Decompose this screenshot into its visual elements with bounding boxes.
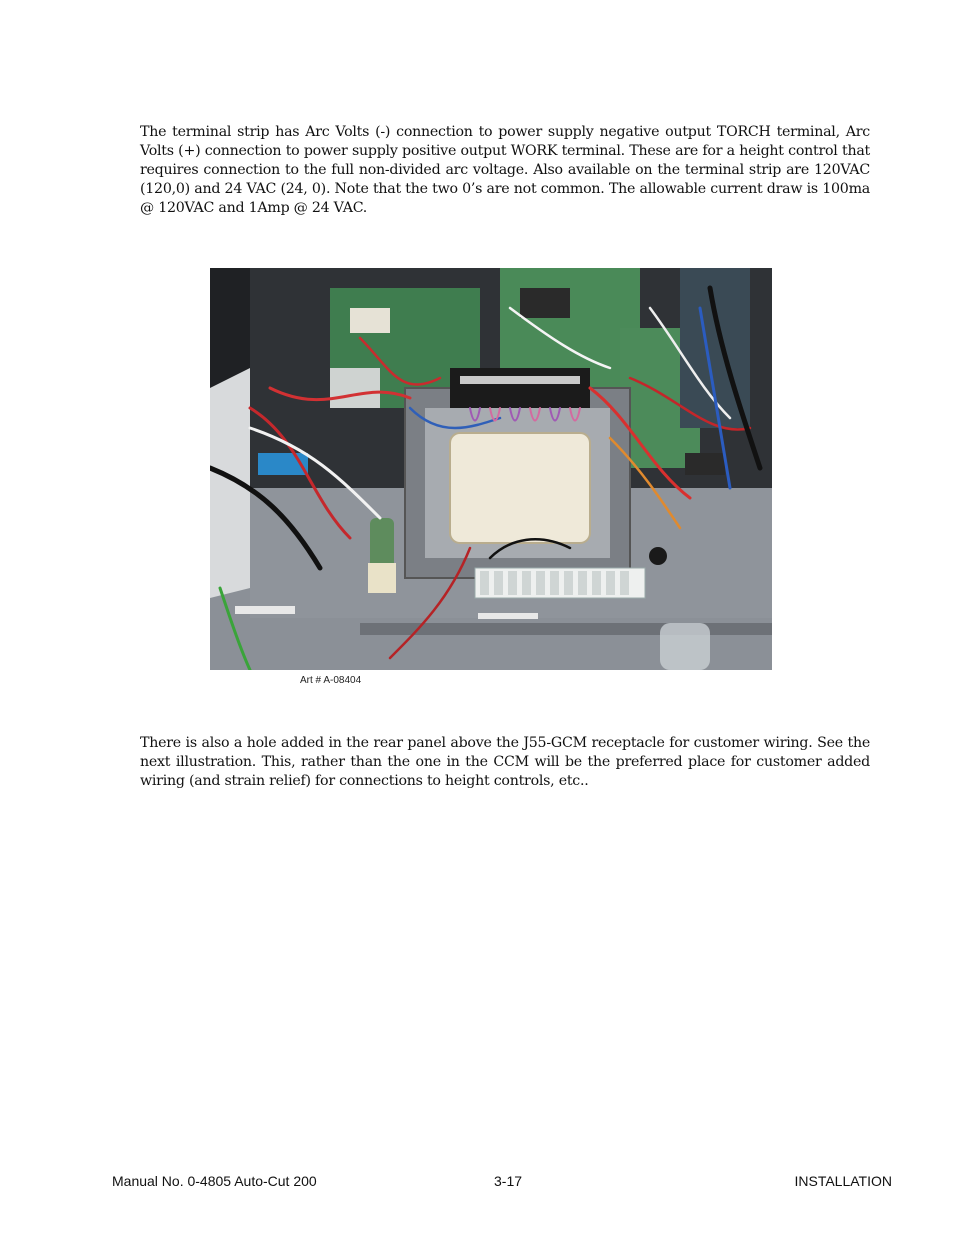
paragraph-rear-panel-hole: There is also a hole added in the rear panel above the J55-GCM receptacle for customer wiring. See the next illustration. This, rather than the one in the CCM will be the preferred place for customer added wiring (and strain relief) for connections to height controls, etc.. (140, 735, 870, 789)
footer-section-title: INSTALLATION (794, 1173, 892, 1189)
footer-manual-number: Manual No. 0-4805 Auto-Cut 200 (112, 1173, 317, 1189)
figure-caption: Art # A-08404 (300, 675, 362, 686)
power-supply-interior-photo (210, 268, 772, 670)
paragraph-terminal-strip: The terminal strip has Arc Volts (-) connection to power supply negative output TORCH terminal, Arc Volts (+) connection to power supply positive output WORK terminal. These are for a height control that requires connection to the full non-divided arc voltage. Also available on the terminal strip are 120VAC (120,0) and 24 VAC (24, 0). Note that the two 0’s are not common. The allowable current draw is 100ma @ 120VAC and 1Amp @ 24 VAC. (140, 124, 870, 216)
footer-page-number: 3-17 (494, 1173, 523, 1189)
